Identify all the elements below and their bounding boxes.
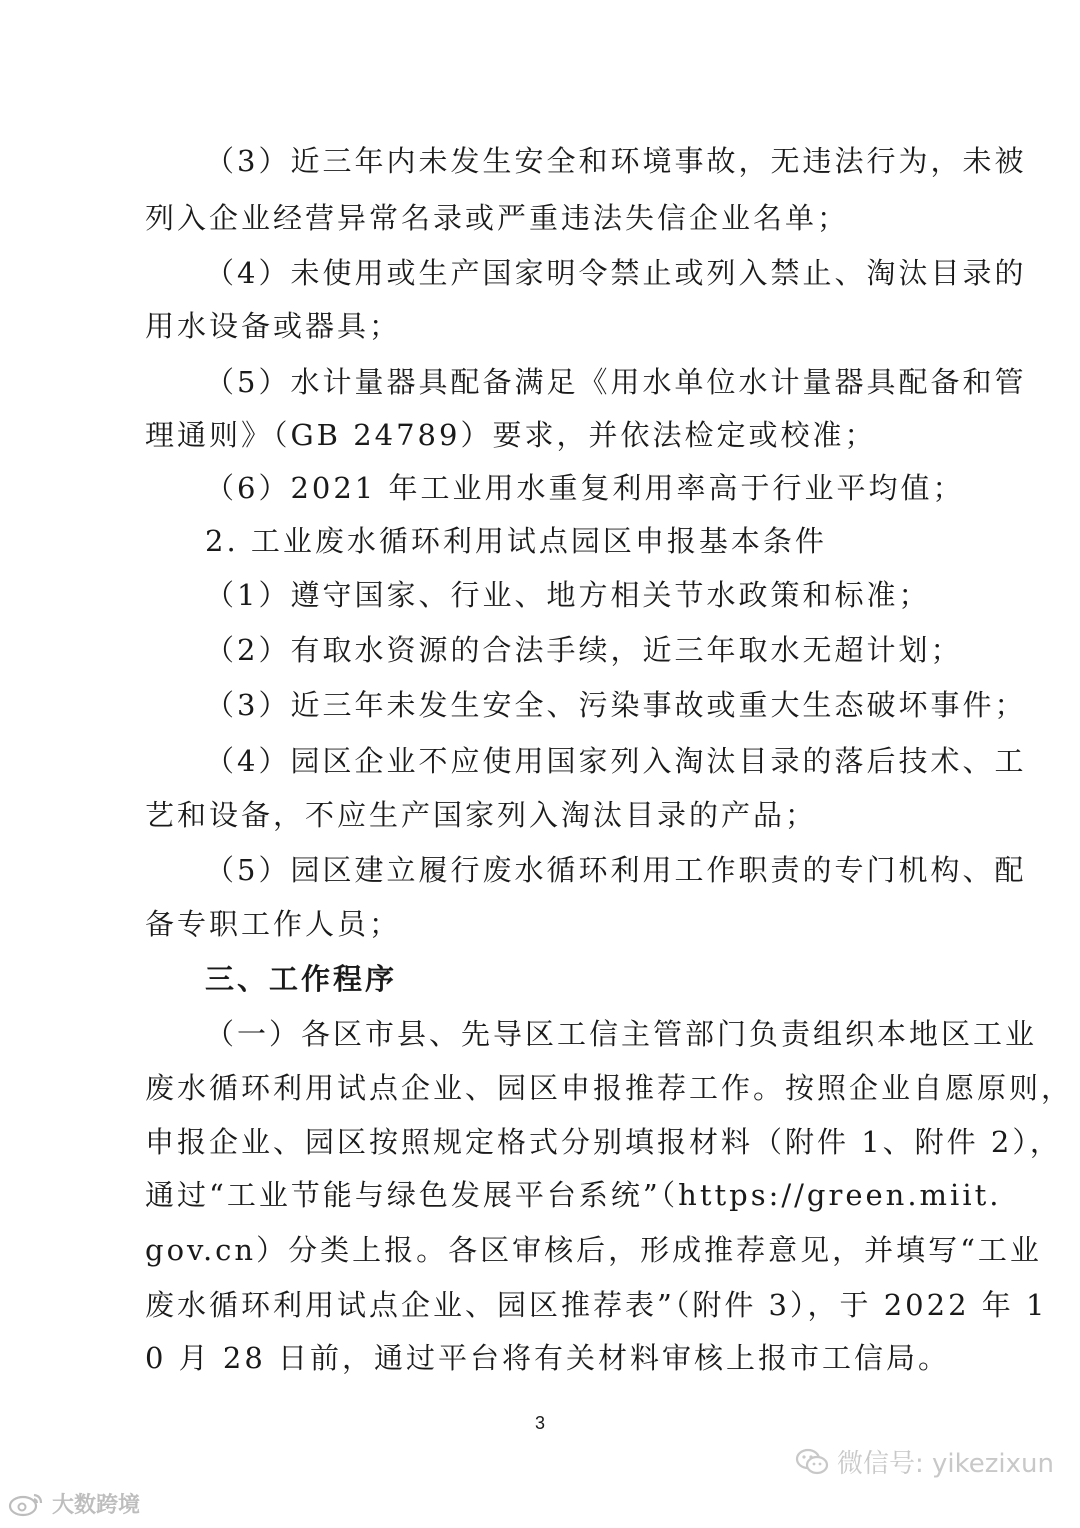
wechat-watermark	[795, 1443, 1054, 1480]
weibo-watermark	[8, 1488, 140, 1519]
paragraph-line: 申报企业、园区按照规定格式分别填报材料（附件 1、附件 2），	[145, 1125, 1062, 1159]
wechat-icon	[795, 1448, 829, 1476]
section-subheading: 2. 工业废水循环利用试点园区申报基本条件	[205, 524, 827, 558]
weibo-icon	[8, 1491, 46, 1517]
section-heading: 三、工作程序	[205, 962, 398, 996]
paragraph-line: 废水循环利用试点企业、园区推荐表”（附件 3），于 2022 年 1	[145, 1288, 1048, 1322]
paragraph-line: （5）水计量器具配备满足《用水单位水计量器具配备和管	[205, 365, 1027, 399]
paragraph-line: （2）有取水资源的合法手续，近三年取水无超计划；	[205, 633, 963, 667]
paragraph-line: （1）遵守国家、行业、地方相关节水政策和标准；	[205, 578, 931, 612]
paragraph-line: 理通则》（GB 24789）要求，并依法检定或校准；	[145, 418, 877, 452]
paragraph-line: gov.cn）分类上报。各区审核后，形成推荐意见，并填写“工业	[145, 1233, 1042, 1267]
paragraph-line: （4）园区企业不应使用国家列入淘汰目录的落后技术、工	[205, 744, 1027, 778]
wechat-id-text: 微信号: yikezixun	[837, 1449, 1054, 1479]
paragraph-line: （3）近三年内未发生安全和环境事故，无违法行为，未被	[205, 144, 1027, 178]
weibo-text: 大数跨境	[52, 1493, 141, 1518]
paragraph-line: 通过“工业节能与绿色发展平台系统”（https://green.miit.	[145, 1178, 1002, 1212]
paragraph-line: 0 月 28 日前，通过平台将有关材料审核上报市工信局。	[145, 1341, 951, 1375]
paragraph-line: 艺和设备，不应生产国家列入淘汰目录的产品；	[145, 798, 818, 832]
paragraph-line: （4）未使用或生产国家明令禁止或列入禁止、淘汰目录的	[205, 256, 1027, 290]
paragraph-line: 用水设备或器具；	[145, 309, 402, 343]
paragraph-line: 备专职工作人员；	[145, 907, 402, 941]
page-number: 3	[534, 1413, 545, 1433]
paragraph-line: 废水循环利用试点企业、园区申报推荐工作。按照企业自愿原则，	[145, 1071, 1074, 1105]
paragraph-line: 列入企业经营异常名录或严重违法失信企业名单；	[145, 201, 850, 235]
paragraph-line: （3）近三年未发生安全、污染事故或重大生态破坏事件；	[205, 688, 1027, 722]
paragraph-line: （一）各区市县、先导区工信主管部门负责组织本地区工业	[205, 1017, 1038, 1051]
paragraph-line: （5）园区建立履行废水循环利用工作职责的专门机构、配	[205, 853, 1027, 887]
paragraph-line: （6）2021 年工业用水重复利用率高于行业平均值；	[205, 471, 965, 505]
